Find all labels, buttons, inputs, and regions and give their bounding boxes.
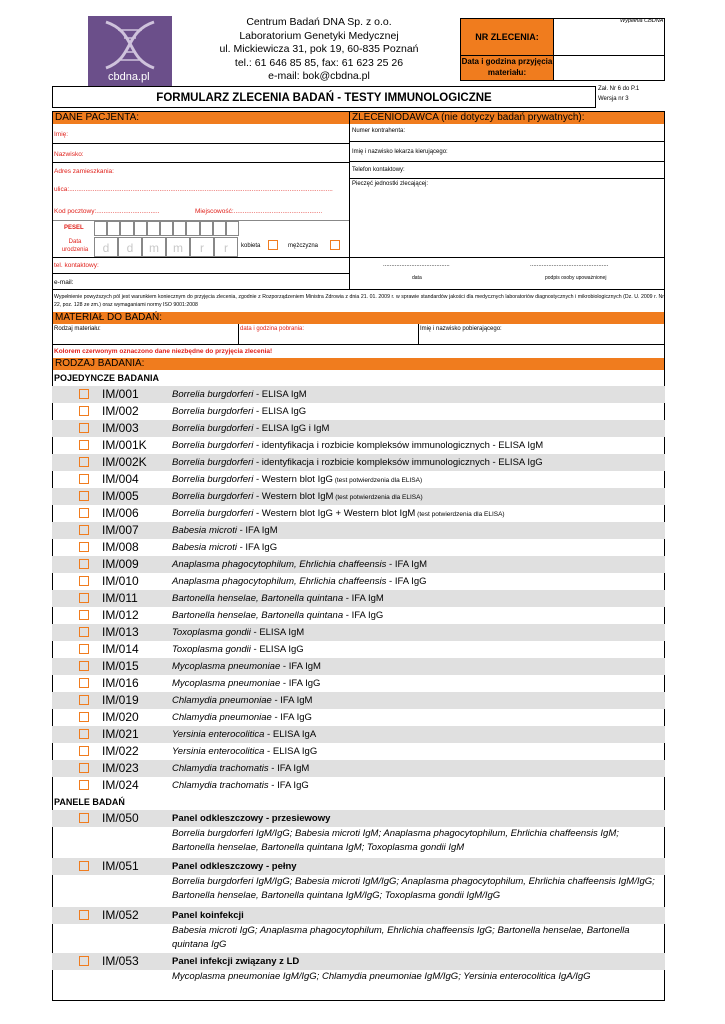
pesel-digit-cell[interactable]	[226, 221, 239, 236]
lab-name: Centrum Badań DNA Sp. z o.o.	[246, 16, 392, 28]
test-description	[172, 743, 317, 761]
panel-row[interactable]	[52, 810, 665, 827]
signature-dots: ...............................................	[530, 262, 609, 268]
order-number-label: NR ZLECENIA:	[461, 19, 553, 55]
test-organism: Mycoplasma pneumoniae	[172, 678, 281, 689]
test-checkbox[interactable]	[79, 440, 89, 450]
form-annex	[598, 84, 639, 104]
test-organism: Babesia microti	[172, 542, 237, 553]
last-name-label: Nazwisko:	[54, 151, 84, 158]
test-method: - Western blot IgG	[253, 474, 333, 485]
material-section-header: MATERIAŁ DO BADAŃ:	[53, 312, 664, 324]
birth-date-cell[interactable]: m	[142, 237, 166, 257]
panel-description: Borrelia burgdorferi IgM/IgG; Babesia microti IgM/IgG; Anaplasma phagocytophilum, Ehrlichia chaffeensis IgM/IgG; Bartonella henselae, Bartonella quintana IgM/IgG; Toxoplasma gondii IgM/IgG	[172, 876, 655, 901]
test-method: - ELISA IgG	[253, 406, 307, 417]
test-code: IM/019	[102, 693, 139, 707]
lab-email: e-mail: bok@cbdna.pl	[268, 70, 370, 82]
test-row[interactable]	[52, 726, 665, 743]
street-label-text: ulica:	[54, 186, 70, 193]
test-organism: Borrelia burgdorferi	[172, 440, 254, 451]
test-method: - IFA IgM	[343, 593, 384, 604]
male-label: mężczyzna	[288, 243, 319, 249]
test-code: IM/003	[102, 421, 139, 435]
test-method: - IFA IgG	[280, 678, 321, 689]
pesel-digit-cell[interactable]	[134, 221, 147, 236]
panel-name: Panel odkleszczowy - przesiewowy	[172, 813, 331, 824]
test-note: (test potwierdzenia dla ELISA)	[415, 511, 505, 518]
panel-checkbox[interactable]	[79, 813, 89, 823]
test-checkbox[interactable]	[79, 542, 89, 552]
postal-code-label: Kod pocztowy:...................................	[54, 208, 160, 215]
birth-date-cell[interactable]: r	[214, 237, 238, 257]
test-description	[172, 590, 384, 608]
birth-date-label: Data urodzenia	[61, 239, 89, 253]
test-row[interactable]	[52, 743, 665, 760]
street-label: ulica:..................................................................................................................................................	[54, 186, 333, 193]
date-dots: ........................................	[383, 262, 450, 268]
test-organism: Borrelia burgdorferi	[172, 474, 254, 485]
test-row[interactable]	[52, 709, 665, 726]
orderer-section-header: ZLECENIODAWCA (nie dotyczy badań prywatnych):	[350, 112, 664, 124]
city-label: Miejscowość:.................................................	[195, 208, 323, 215]
test-organism: Mycoplasma pneumoniae	[172, 661, 281, 672]
test-code: IM/016	[102, 676, 139, 690]
test-method: - identyfikacja i rozbicie kompleksów immunologicznych - ELISA IgG	[253, 457, 543, 468]
test-code: IM/015	[102, 659, 139, 673]
test-row[interactable]	[52, 590, 665, 607]
lab-address	[178, 16, 460, 84]
test-code: IM/008	[102, 540, 139, 554]
test-description	[172, 386, 307, 404]
test-row[interactable]	[52, 471, 665, 488]
test-method: - IFA IgM	[386, 559, 428, 570]
test-code: IM/007	[102, 523, 139, 537]
test-method: - ELISA IgM	[250, 627, 305, 638]
test-code: IM/006	[102, 506, 139, 520]
test-description	[172, 726, 316, 744]
test-organism: Borrelia burgdorferi	[172, 491, 254, 502]
panel-code: IM/050	[102, 811, 139, 825]
contact-phone-label: Telefon kontaktowy:	[352, 167, 405, 173]
annex-number: Zał. Nr 6 do P.1	[598, 86, 640, 92]
test-description	[172, 777, 309, 795]
test-row[interactable]	[52, 607, 665, 624]
test-row[interactable]	[52, 454, 665, 471]
test-code: IM/022	[102, 744, 139, 758]
test-organism: Borrelia burgdorferi	[172, 406, 254, 417]
pesel-digit-cell[interactable]	[200, 221, 213, 236]
test-description	[172, 760, 309, 778]
test-code: IM/005	[102, 489, 139, 503]
test-method: - IFA IgG	[343, 610, 384, 621]
test-code: IM/001	[102, 387, 139, 401]
doctor-name-label: Imię i nazwisko lekarza kierującego:	[352, 149, 448, 155]
test-checkbox[interactable]	[79, 457, 89, 467]
test-row[interactable]	[52, 437, 665, 454]
material-type-label: Rodzaj materiału:	[54, 326, 101, 332]
test-checkbox[interactable]	[79, 729, 89, 739]
female-label: kobieta	[241, 243, 261, 249]
test-description	[172, 488, 423, 506]
pesel-label: PESEL	[64, 225, 84, 231]
test-row[interactable]	[52, 641, 665, 658]
test-organism: Babesia microti	[172, 525, 237, 536]
test-code: IM/001K	[102, 438, 147, 452]
female-checkbox[interactable]	[268, 240, 278, 250]
pesel-digit-cell[interactable]	[147, 221, 160, 236]
test-description	[172, 675, 320, 693]
test-method: - IFA IgG	[271, 712, 312, 723]
test-row[interactable]	[52, 573, 665, 590]
test-code: IM/012	[102, 608, 139, 622]
test-code: IM/004	[102, 472, 139, 486]
patient-section-header: DANE PACJENTA:	[53, 112, 349, 124]
test-description	[172, 607, 383, 625]
test-organism: Chlamydia pneumoniae	[172, 712, 272, 723]
test-organism: Chlamydia pneumoniae	[172, 695, 272, 706]
required-note: Kolorem czerwonym oznaczono dane niezbędne do przyjęcia zlecenia!	[54, 348, 273, 355]
test-checkbox[interactable]	[79, 661, 89, 671]
test-code: IM/009	[102, 557, 139, 571]
test-checkbox[interactable]	[79, 746, 89, 756]
address-label: Adres zamieszkania:	[54, 168, 114, 175]
test-checkbox[interactable]	[79, 695, 89, 705]
test-code: IM/002K	[102, 455, 147, 469]
pesel-digit-cell[interactable]	[94, 221, 107, 236]
first-name-label: Imię:	[54, 131, 69, 138]
test-checkbox[interactable]	[79, 644, 89, 654]
test-method: - ELISA IgA	[264, 729, 317, 740]
test-method: - ELISA IgG	[250, 644, 304, 655]
lab-street: ul. Mickiewicza 31, pok 19, 60-835 Poznań	[219, 43, 419, 55]
form-title: FORMULARZ ZLECENIA BADAŃ - TESTY IMMUNOLOGICZNE	[52, 86, 596, 108]
test-row[interactable]	[52, 539, 665, 556]
test-organism: Borrelia burgdorferi	[172, 423, 254, 434]
test-description	[172, 420, 329, 438]
pesel-digit-cell[interactable]	[186, 221, 199, 236]
test-row[interactable]	[52, 505, 665, 522]
single-tests-title: POJEDYNCZE BADANIA	[54, 373, 160, 383]
test-method: - IFA IgG	[386, 576, 427, 587]
receipt-date-label: Data i godzina przyjęcia materiału:	[461, 56, 553, 80]
email-label: e-mail:	[54, 279, 74, 286]
test-checkbox[interactable]	[79, 763, 89, 773]
test-description	[172, 539, 277, 557]
test-checkbox[interactable]	[79, 576, 89, 586]
lab-dept: Laboratorium Genetyki Medycznej	[239, 29, 399, 42]
test-description	[172, 454, 543, 472]
test-method: - ELISA IgG	[264, 746, 318, 757]
test-row[interactable]	[52, 522, 665, 539]
birth-date-cell[interactable]: m	[166, 237, 190, 257]
collector-name-label: Imię i nazwisko pobierającego:	[420, 326, 502, 332]
test-code: IM/021	[102, 727, 139, 741]
pesel-digit-cell[interactable]	[107, 221, 120, 236]
test-organism: Borrelia burgdorferi	[172, 508, 254, 519]
pesel-digit-cell[interactable]	[173, 221, 186, 236]
pesel-digit-cell[interactable]	[120, 221, 133, 236]
date-caption: data	[412, 275, 422, 281]
panel-name: Panel koinfekcji	[172, 910, 244, 921]
contractor-number-label: Numer kontrahenta:	[352, 128, 406, 134]
panel-row[interactable]	[52, 953, 665, 970]
test-organism: Yersinia enterocolitica	[172, 729, 265, 740]
test-checkbox[interactable]	[79, 627, 89, 637]
legal-notice: Wypełnienie powyższych pól jest warunkiem koniecznym do przyjęcia zlecenia, zgodnie z Rozporządzeniem Ministra Zdrowia z dnia 21. 01. 2009 r. w sprawie standardów jakości dla medycznych laboratoriów diagnostycznych i mikrobiologicznych (Dz. U. 2009 r. Nr 22, poz. 128 ze zm.) oraz wymaganiami normy ISO 9001:2008	[54, 294, 664, 308]
test-description	[172, 471, 422, 489]
test-method: - identyfikacja i rozbicie kompleksów immunologicznych - ELISA IgM	[253, 440, 544, 451]
test-code: IM/014	[102, 642, 139, 656]
test-organism: Anaplasma phagocytophilum, Ehrlichia chaffeensis	[172, 576, 387, 587]
test-code: IM/010	[102, 574, 139, 588]
test-description	[172, 624, 304, 642]
birth-date-cell[interactable]: r	[190, 237, 214, 257]
test-description	[172, 437, 543, 455]
test-checkbox[interactable]	[79, 678, 89, 688]
test-row[interactable]	[52, 488, 665, 505]
test-row[interactable]	[52, 658, 665, 675]
test-checkbox[interactable]	[79, 610, 89, 620]
test-method: - IFA IgM	[268, 763, 310, 774]
test-method: - IFA IgM	[271, 695, 313, 706]
test-code: IM/011	[102, 591, 138, 605]
test-note: (test potwierdzenia dla ELISA)	[332, 477, 423, 484]
panel-name: Panel odkleszczowy - pełny	[172, 861, 297, 872]
test-row[interactable]	[52, 556, 665, 573]
test-description	[172, 522, 278, 540]
test-checkbox[interactable]	[79, 712, 89, 722]
test-row[interactable]	[52, 420, 665, 437]
test-organism: Toxoplasma gondii	[172, 627, 251, 638]
lab-use-note: Wypełnia CBDNA	[620, 18, 664, 24]
panel-code: IM/053	[102, 954, 139, 968]
tests-section-header: RODZAJ BADANIA:	[53, 358, 664, 370]
test-description	[172, 658, 321, 676]
test-row[interactable]	[52, 760, 665, 777]
panel-description: Mycoplasma pneumoniae IgM/IgG; Chlamydia pneumoniae IgM/IgG; Yersinia enterocolitica IgA/IgG	[172, 971, 591, 982]
panel-code: IM/051	[102, 859, 139, 873]
test-code: IM/002	[102, 404, 139, 418]
test-organism: Yersinia enterocolitica	[172, 746, 265, 757]
dna-helix-icon	[96, 20, 164, 70]
test-organism: Chlamydia trachomatis	[172, 763, 269, 774]
test-organism: Bartonella henselae, Bartonella quintana	[172, 593, 344, 604]
test-checkbox[interactable]	[79, 406, 89, 416]
signature-caption: podpis osoby upoważnionej	[545, 275, 607, 281]
test-method: - Western blot IgG + Western blot IgM	[253, 508, 416, 519]
test-checkbox[interactable]	[79, 389, 89, 399]
test-row[interactable]	[52, 675, 665, 692]
test-checkbox[interactable]	[79, 491, 89, 501]
test-row[interactable]	[52, 692, 665, 709]
test-method: - IFA IgM	[236, 525, 278, 536]
test-organism: Borrelia burgdorferi	[172, 457, 254, 468]
test-checkbox[interactable]	[79, 423, 89, 433]
panel-row[interactable]	[52, 907, 665, 924]
male-checkbox[interactable]	[330, 240, 340, 250]
test-description	[172, 692, 312, 710]
cbdna-logo	[88, 16, 172, 86]
test-description	[172, 573, 427, 591]
test-row[interactable]	[52, 386, 665, 403]
test-method: - ELISA IgG i IgM	[253, 423, 330, 434]
test-checkbox[interactable]	[79, 780, 89, 790]
test-organism: Chlamydia trachomatis	[172, 780, 269, 791]
test-code: IM/013	[102, 625, 139, 639]
panel-checkbox[interactable]	[79, 910, 89, 920]
test-method: - ELISA IgM	[253, 389, 307, 400]
test-method: - IFA IgM	[280, 661, 321, 672]
test-organism: Borrelia burgdorferi	[172, 389, 254, 400]
test-code: IM/024	[102, 778, 139, 792]
test-row[interactable]	[52, 403, 665, 420]
test-organism: Anaplasma phagocytophilum, Ehrlichia chaffeensis	[172, 559, 387, 570]
panel-checkbox[interactable]	[79, 861, 89, 871]
test-description	[172, 641, 304, 659]
test-checkbox[interactable]	[79, 508, 89, 518]
test-checkbox[interactable]	[79, 593, 89, 603]
test-description	[172, 505, 505, 523]
test-code: IM/023	[102, 761, 139, 775]
test-note: (test potwierdzenia dla ELISA)	[333, 494, 423, 501]
test-checkbox[interactable]	[79, 525, 89, 535]
collection-date-label: data i godzina pobrania:	[240, 326, 305, 332]
panels-title: PANELE BADAŃ	[54, 797, 125, 807]
test-code: IM/020	[102, 710, 139, 724]
logo-text: cbdna.pl	[108, 71, 150, 83]
panel-description: Babesia microti IgG; Anaplasma phagocytophilum, Ehrlichia chaffeensis IgG; Bartonella henselae, Bartonella quintana IgG	[172, 925, 630, 950]
test-organism: Toxoplasma gondii	[172, 644, 251, 655]
test-checkbox[interactable]	[79, 474, 89, 484]
pesel-digit-cell[interactable]	[160, 221, 173, 236]
test-description	[172, 709, 312, 727]
test-description	[172, 403, 306, 421]
panel-description: Borrelia burgdorferi IgM/IgG; Babesia microti IgM; Anaplasma phagocytophilum, Ehrlichia chaffeensis IgM; Bartonella henselae, Bartonella quintana IgM; Toxoplasma gondii IgM	[172, 828, 619, 853]
panel-name: Panel infekcji związany z LD	[172, 956, 300, 967]
test-checkbox[interactable]	[79, 559, 89, 569]
test-row[interactable]	[52, 624, 665, 641]
panel-code: IM/052	[102, 908, 139, 922]
test-method: - IFA IgG	[236, 542, 278, 553]
phone-label: tel. kontaktowy:	[54, 262, 99, 269]
test-organism: Bartonella henselae, Bartonella quintana	[172, 610, 344, 621]
test-method: - IFA IgG	[268, 780, 309, 791]
panel-row[interactable]	[52, 858, 665, 875]
pesel-digit-cell[interactable]	[213, 221, 226, 236]
stamp-label: Pieczęć jednostki zlecającej:	[352, 181, 429, 187]
version-number: Wersja nr 3	[598, 96, 629, 102]
panel-checkbox[interactable]	[79, 956, 89, 966]
test-row[interactable]	[52, 777, 665, 794]
birth-date-cell[interactable]: d	[118, 237, 142, 257]
lab-phone: tel.: 61 646 85 85, fax: 61 623 25 26	[234, 56, 404, 69]
test-method: - Western blot IgM	[253, 491, 334, 502]
test-description	[172, 556, 427, 574]
birth-date-cell[interactable]: d	[94, 237, 118, 257]
